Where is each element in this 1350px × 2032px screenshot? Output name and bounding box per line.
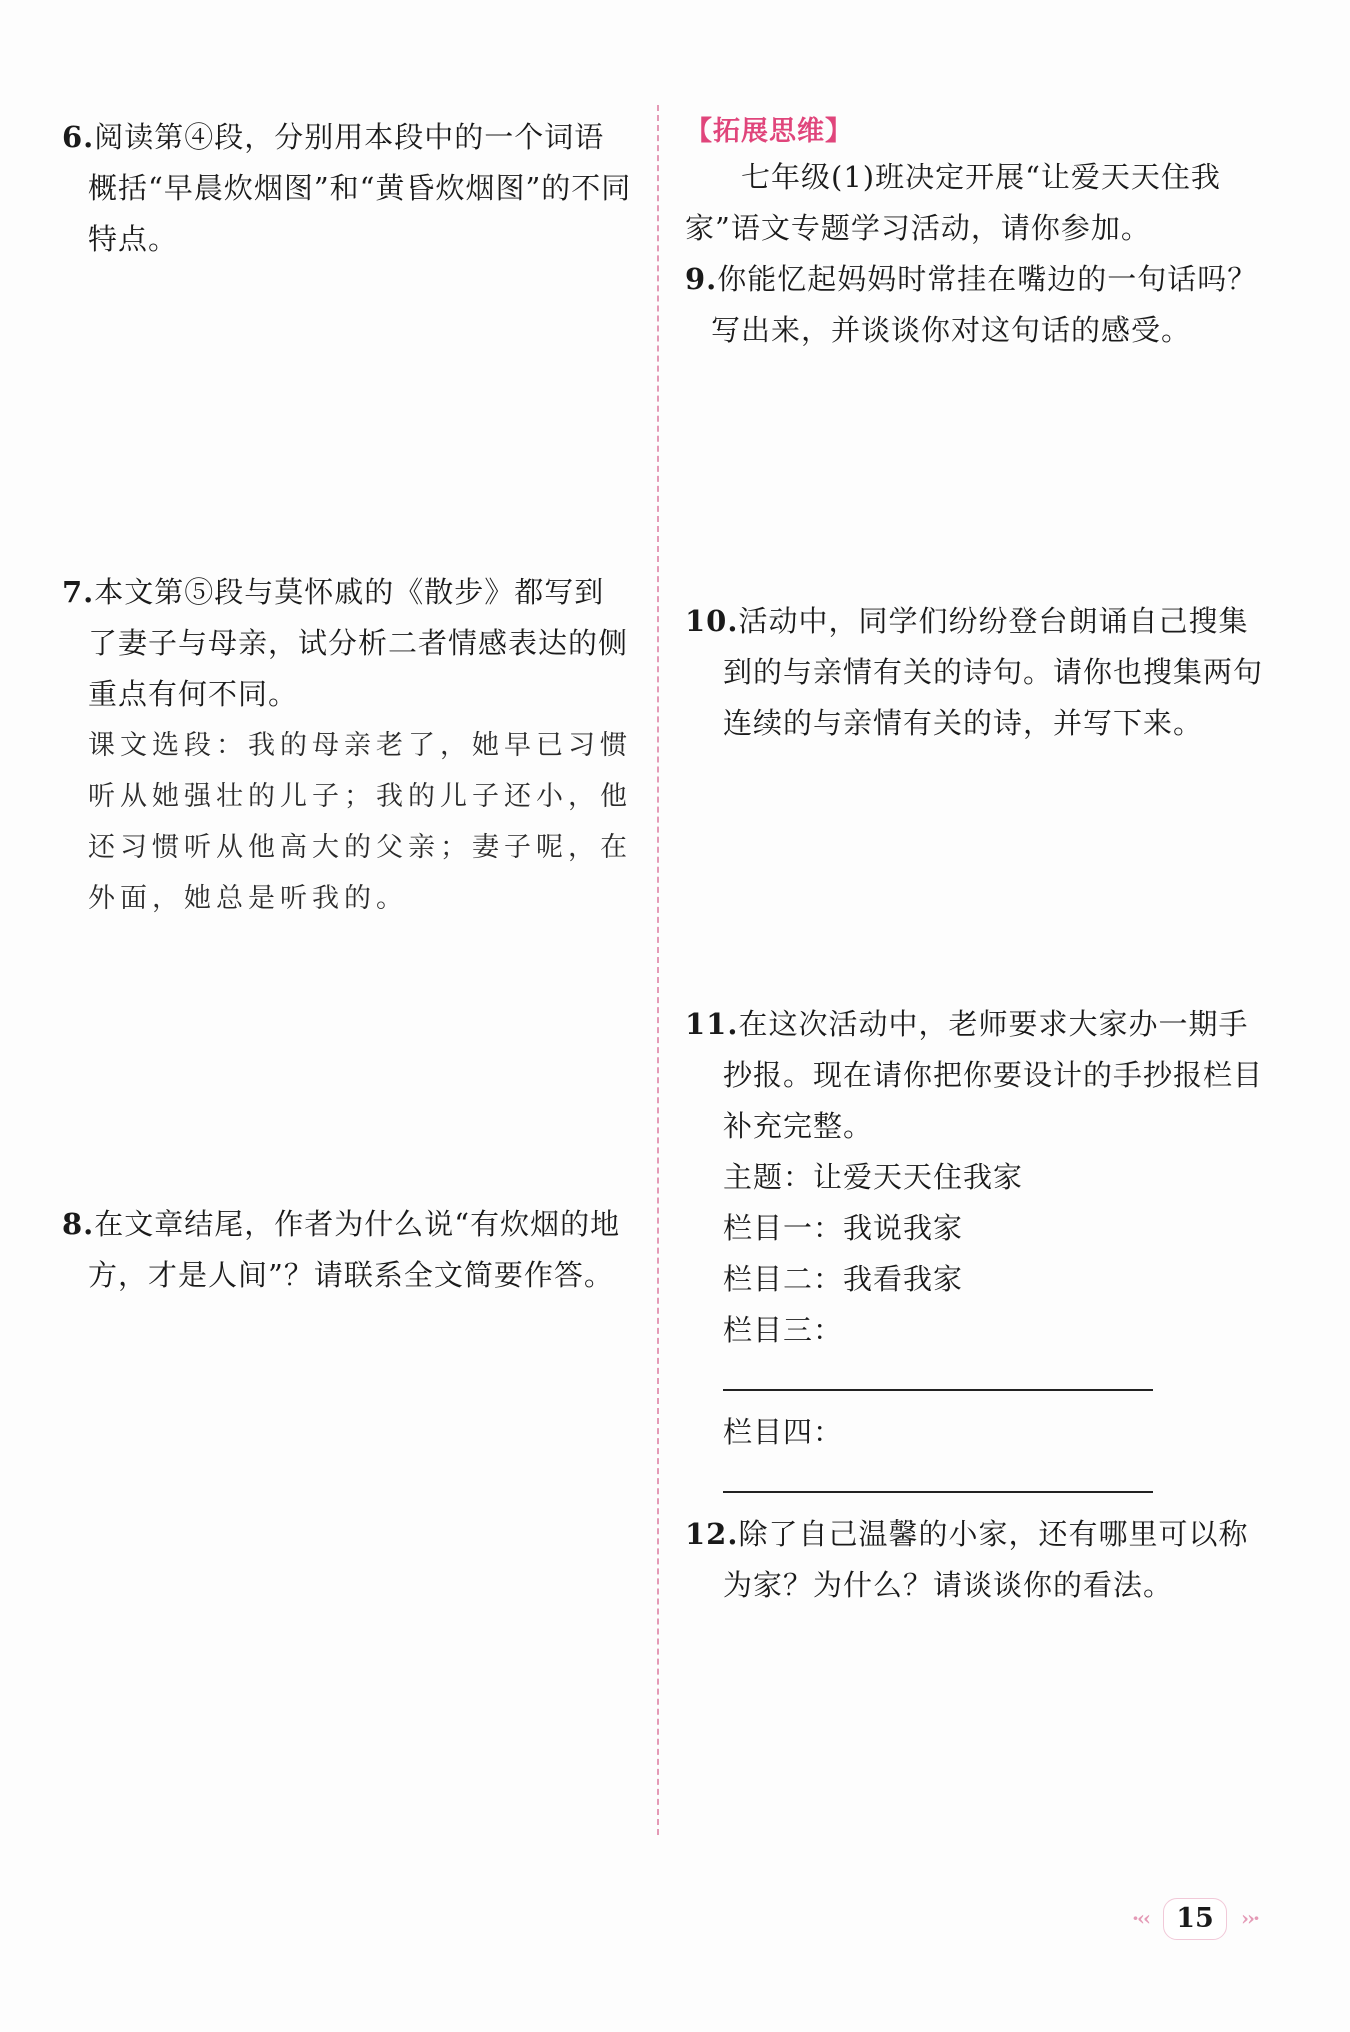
column-four-blank[interactable] [723,1461,1153,1493]
newspaper-theme: 主题：让爱天天住我家 [723,1160,1024,1194]
text-excerpt: 课文选段：我的母亲老了，她早已习惯听从她强壮的儿子；我的儿子还小，他还习惯听从他高大的父亲；妻子呢，在外面，她总是听我的。 [88,730,632,914]
column-two: 栏目二：我看我家 [723,1262,964,1296]
question-6 [62,112,632,265]
column-four [685,1407,1265,1509]
column-three-label: 栏目三： [723,1313,844,1347]
column-four-label: 栏目四： [723,1415,844,1449]
question-number: 7. [62,575,95,609]
question-9 [685,254,1265,356]
column-one: 栏目一：我说我家 [723,1211,964,1245]
activity-intro: 七年级(1)班决定开展“让爱天天住我家”语文专题学习活动，请你参加。 [685,160,1221,245]
page-number-value: 15 [1163,1898,1227,1940]
question-text: 阅读第④段，分别用本段中的一个词语概括“早晨炊烟图”和“黄昏炊烟图”的不同特点。 [88,120,632,256]
question-7 [62,567,632,720]
question-number: 9. [685,262,718,296]
question-10 [685,596,1265,749]
question-12 [685,1509,1265,1611]
column-three [685,1305,1265,1407]
question-number: 10. [685,604,739,638]
question-11 [685,999,1265,1152]
question-text: 除了自己温馨的小家，还有哪里可以称为家？为什么？请谈谈你的看法。 [723,1517,1249,1602]
question-text: 在文章结尾，作者为什么说“有炊烟的地方，才是人间”？请联系全文简要作答。 [88,1207,621,1292]
question-number: 12. [685,1517,739,1551]
left-column [62,112,632,1301]
question-number: 8. [62,1207,95,1241]
column-divider [657,105,659,1835]
question-number: 6. [62,120,95,154]
question-text: 在这次活动中，老师要求大家办一期手抄报。现在请你把你要设计的手抄报栏目补充完整。 [723,1007,1264,1143]
right-column [685,112,1265,1611]
question-text: 活动中，同学们纷纷登台朗诵自己搜集到的与亲情有关的诗句。请你也搜集两句连续的与亲情有关的诗，并写下来。 [723,604,1264,740]
question-text: 本文第⑤段与莫怀戚的《散步》都写到了妻子与母亲，试分析二者情感表达的侧重点有何不同。 [88,575,629,711]
page-number [1130,1898,1260,1938]
question-text: 你能忆起妈妈时常挂在嘴边的一句话吗？写出来，并谈谈你对这句话的感受。 [711,262,1258,347]
question-number: 11. [685,1007,739,1041]
column-three-blank[interactable] [723,1359,1153,1391]
section-tag: 【拓展思维】 [685,116,853,147]
question-8 [62,1199,632,1301]
